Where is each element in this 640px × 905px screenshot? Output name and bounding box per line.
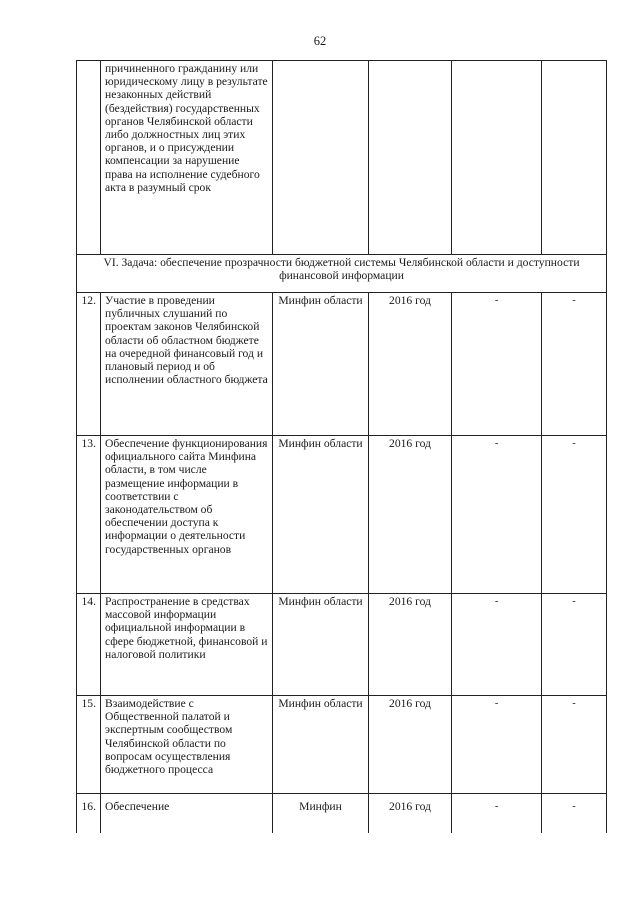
row-funding-2: -	[542, 696, 607, 794]
table-row	[77, 293, 607, 436]
section-row	[77, 255, 607, 293]
row-term: 2016 год	[369, 696, 452, 794]
row-term	[369, 61, 452, 255]
row-executor	[273, 61, 369, 255]
row-funding-1: -	[452, 594, 542, 696]
row-number: 13.	[77, 436, 101, 594]
row-funding-2: -	[542, 293, 607, 436]
row-activity: причиненного гражданину или юридическому лицу в результате незаконных действий (бездействия) государственных органов Челябинской области либо должностных лиц этих органов, и о присуждении компенсации за нарушение права на исполнение судебного акта в разумный срок	[101, 61, 273, 255]
table-row	[77, 696, 607, 794]
row-term: 2016 год	[369, 293, 452, 436]
row-term: 2016 год	[369, 436, 452, 594]
row-number: 16.	[77, 794, 101, 834]
row-number	[77, 61, 101, 255]
action-plan-table	[76, 60, 607, 833]
table-row	[77, 594, 607, 696]
row-funding-1: -	[452, 293, 542, 436]
row-funding-1: -	[452, 436, 542, 594]
row-executor: Минфин области	[273, 293, 369, 436]
table-row-continued	[77, 61, 607, 255]
row-executor: Минфин области	[273, 696, 369, 794]
row-activity: Обеспечение функционирования официального сайта Минфина области, в том числе размещение информации в соответствии с законодательством об обеспечении доступа к информации о деятельности государственных органов	[101, 436, 273, 594]
row-number: 12.	[77, 293, 101, 436]
row-activity: Обеспечение	[101, 794, 273, 834]
row-executor: Минфин	[273, 794, 369, 834]
row-activity: Участие в проведении публичных слушаний по проектам законов Челябинской области об областном бюджете на очередной финансовый год и плановый период и об исполнении областного бюджета	[101, 293, 273, 436]
row-activity: Взаимодействие с Общественной палатой и экспертным сообществом Челябинской области по вопросам осуществления бюджетного процесса	[101, 696, 273, 794]
row-funding-2	[542, 61, 607, 255]
page-number: 62	[313, 34, 327, 48]
row-term: 2016 год	[369, 594, 452, 696]
row-executor: Минфин области	[273, 436, 369, 594]
row-number: 14.	[77, 594, 101, 696]
row-funding-2: -	[542, 436, 607, 594]
row-funding-1: -	[452, 794, 542, 834]
row-funding-2: -	[542, 594, 607, 696]
row-executor: Минфин области	[273, 594, 369, 696]
section-title: VI. Задача: обеспечение прозрачности бюджетной системы Челябинской области и доступности финансовой информации	[77, 255, 607, 293]
table-row	[77, 794, 607, 834]
row-funding-1: -	[452, 696, 542, 794]
table-row	[77, 436, 607, 594]
row-activity: Распространение в средствах массовой информации официальной информации в сфере бюджетной, финансовой и налоговой политики	[101, 594, 273, 696]
row-funding-1	[452, 61, 542, 255]
row-number: 15.	[77, 696, 101, 794]
row-term: 2016 год	[369, 794, 452, 834]
row-funding-2: -	[542, 794, 607, 834]
